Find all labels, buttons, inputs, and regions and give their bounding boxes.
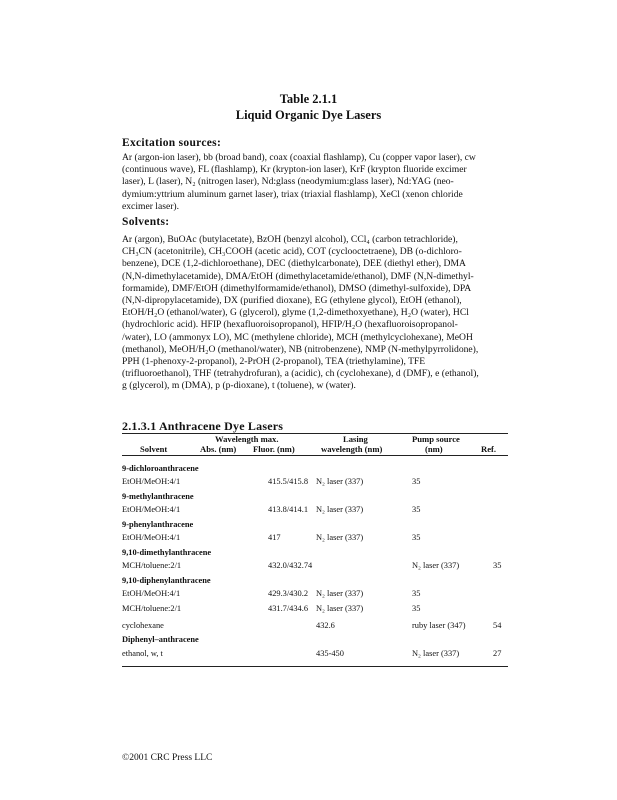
row-solvent: cyclohexane <box>122 621 164 630</box>
column-header-solvent: Solvent <box>140 444 168 454</box>
column-header-abs: Abs. (nm) <box>200 444 237 454</box>
compound-name: Diphenyl–anthracene <box>122 635 199 644</box>
row-ref: 54 <box>493 621 502 630</box>
row-fluor: 429.3/430.2 <box>268 589 309 598</box>
row-pump: 35 <box>412 604 421 613</box>
row-pump: N₂ laser (337) <box>412 561 460 570</box>
table-title: Liquid Organic Dye Lasers <box>235 108 382 122</box>
excitation-line: dymium:yttrium aluminum garnet laser), triax (triaxial flashlamp), XeCl (xenon chloride <box>122 188 463 200</box>
row-fluor: 413.8/414.1 <box>268 505 309 514</box>
excitation-line: excimer laser). <box>122 200 179 212</box>
column-header-fluor: Fluor. (nm) <box>253 444 295 454</box>
solvents-line: formamide), DMF/EtOH (dimethylformamide/ethanol), DMSO (dimethyl-sulfoxide), DPA <box>122 282 472 294</box>
excitation-line: (continuous wave), FL (flashlamp), Kr (krypton-ion laser), KrF (krypton fluoride excimer <box>122 164 467 176</box>
solvents-line: (N,N-dimethylacetamide), DMA/EtOH (dimethylacetamide/ethanol), DMF (N,N-dimethyl- <box>122 270 474 282</box>
row-pump: N₂ laser (337) <box>412 649 460 658</box>
solvents-line: (methanol), MeOH/H₂O (methanol/water), NB (nitrobenzene), NMP (N-methylpyrrolidone), <box>122 343 479 355</box>
row-lasing: N₂ laser (337) <box>316 477 364 486</box>
row-solvent: MCH/toluene:2/1 <box>122 561 182 570</box>
row-fluor: 417 <box>268 533 281 542</box>
excitation-heading: Excitation sources: <box>122 137 222 149</box>
solvents-line: (trifluoroethanol), THF (tetrahydrofuran), a (acidic), ch (cyclohexane), d (DMF), e (ethanol), <box>122 368 479 380</box>
compound-name: 9,10-dimethylanthracene <box>122 548 212 557</box>
solvents-line: EtOH/H₂O (ethanol/water), G (glycerol), glyme (1,2-dimethoxyethane), H₂O (water), HCl <box>122 307 469 319</box>
row-lasing: 435-450 <box>316 649 344 658</box>
row-fluor: 432.0/432.74 <box>268 561 313 570</box>
row-pump: 35 <box>412 589 421 598</box>
table-number: Table 2.1.1 <box>279 92 338 106</box>
table-header-rule <box>122 455 508 456</box>
compound-name: 9-phenylanthracene <box>122 520 194 529</box>
compound-name: 9-dichloroanthracene <box>122 464 199 473</box>
excitation-line: Ar (argon-ion laser), bb (broad band), coax (coaxial flashlamp), Cu (copper vapor laser), cw <box>122 152 476 163</box>
solvents-line: PPH (1-phenoxy-2-propanol), 2-PrOH (2-propanol), TEA (triethylamine), TFE <box>122 356 426 368</box>
compound-name: 9-methylanthracene <box>122 492 194 501</box>
table-bottom-rule <box>122 666 508 667</box>
row-ref: 35 <box>493 561 502 570</box>
row-solvent: EtOH/MeOH:4/1 <box>122 477 181 486</box>
solvents-line: /water), LO (ammonyx LO), MC (methylene chloride), MCH (methylcyclohexane), MeOH <box>122 331 473 343</box>
excitation-paragraph <box>122 152 499 213</box>
row-fluor: 415.5/415.8 <box>268 477 309 486</box>
row-lasing: N₂ laser (337) <box>316 505 364 514</box>
row-lasing: N₂ laser (337) <box>316 533 364 542</box>
row-lasing: N₂ laser (337) <box>316 604 364 613</box>
column-header-lasing-wavelength: wavelength (nm) <box>321 444 383 454</box>
row-solvent: MCH/toluene:2/1 <box>122 604 182 613</box>
row-solvent: ethanol, w, t <box>122 649 163 658</box>
solvents-paragraph <box>122 234 499 393</box>
column-header-wavelength-max: Wavelength max. <box>215 434 279 444</box>
row-lasing: N₂ laser (337) <box>316 589 364 598</box>
compound-name: 9,10-diphenylanthracene <box>122 576 211 585</box>
row-pump: 35 <box>412 477 421 486</box>
solvents-line: (N,N-dipropylacetamide), DX (purified dioxane), EG (ethylene glycol), EtOH (ethanol), <box>122 295 462 307</box>
row-solvent: EtOH/MeOH:4/1 <box>122 589 181 598</box>
solvents-line: benzene), DCE (1,2-dichloroethane), DEC (diethylcarbonate), DEE (diethyl ether), DMA <box>122 258 466 270</box>
column-header-pump-source: Pump source <box>412 434 460 444</box>
solvents-heading: Solvents: <box>122 216 170 228</box>
row-solvent: EtOH/MeOH:4/1 <box>122 533 181 542</box>
solvents-line: (hydrochloric acid). HFIP (hexafluoroisopropanol), HFIP/H₂O (hexafluoroisopropanol- <box>122 319 458 331</box>
copyright-footer: ©2001 CRC Press LLC <box>122 753 213 763</box>
row-fluor: 431.7/434.6 <box>268 604 309 613</box>
row-ref: 27 <box>493 649 502 658</box>
column-header-pump-unit: (nm) <box>425 444 443 454</box>
row-pump: ruby laser (347) <box>412 621 466 630</box>
row-pump: 35 <box>412 533 421 542</box>
solvents-line: CH₃CN (acetonitrile), CH₃COOH (acetic acid), COT (cyclooctetraene), DB (o-dichloro- <box>122 246 462 258</box>
column-header-lasing: Lasing <box>343 434 368 444</box>
solvents-line: Ar (argon), BuOAc (butylacetate), BzOH (benzyl alcohol), CCl₄ (carbon tetrachloride), <box>122 234 458 245</box>
row-solvent: EtOH/MeOH:4/1 <box>122 505 181 514</box>
column-header-ref: Ref. <box>481 444 497 454</box>
solvents-line: g (glycerol), m (DMA), p (p-dioxane), t (toluene), w (water). <box>122 380 356 392</box>
section-title: 2.1.3.1 Anthracene Dye Lasers <box>122 419 284 433</box>
excitation-line: laser), L (laser), N₂ (nitrogen laser), Nd:glass (neodymium:glass laser), Nd:YAG (neo- <box>122 176 454 188</box>
row-lasing: 432.6 <box>316 621 335 630</box>
row-pump: 35 <box>412 505 421 514</box>
